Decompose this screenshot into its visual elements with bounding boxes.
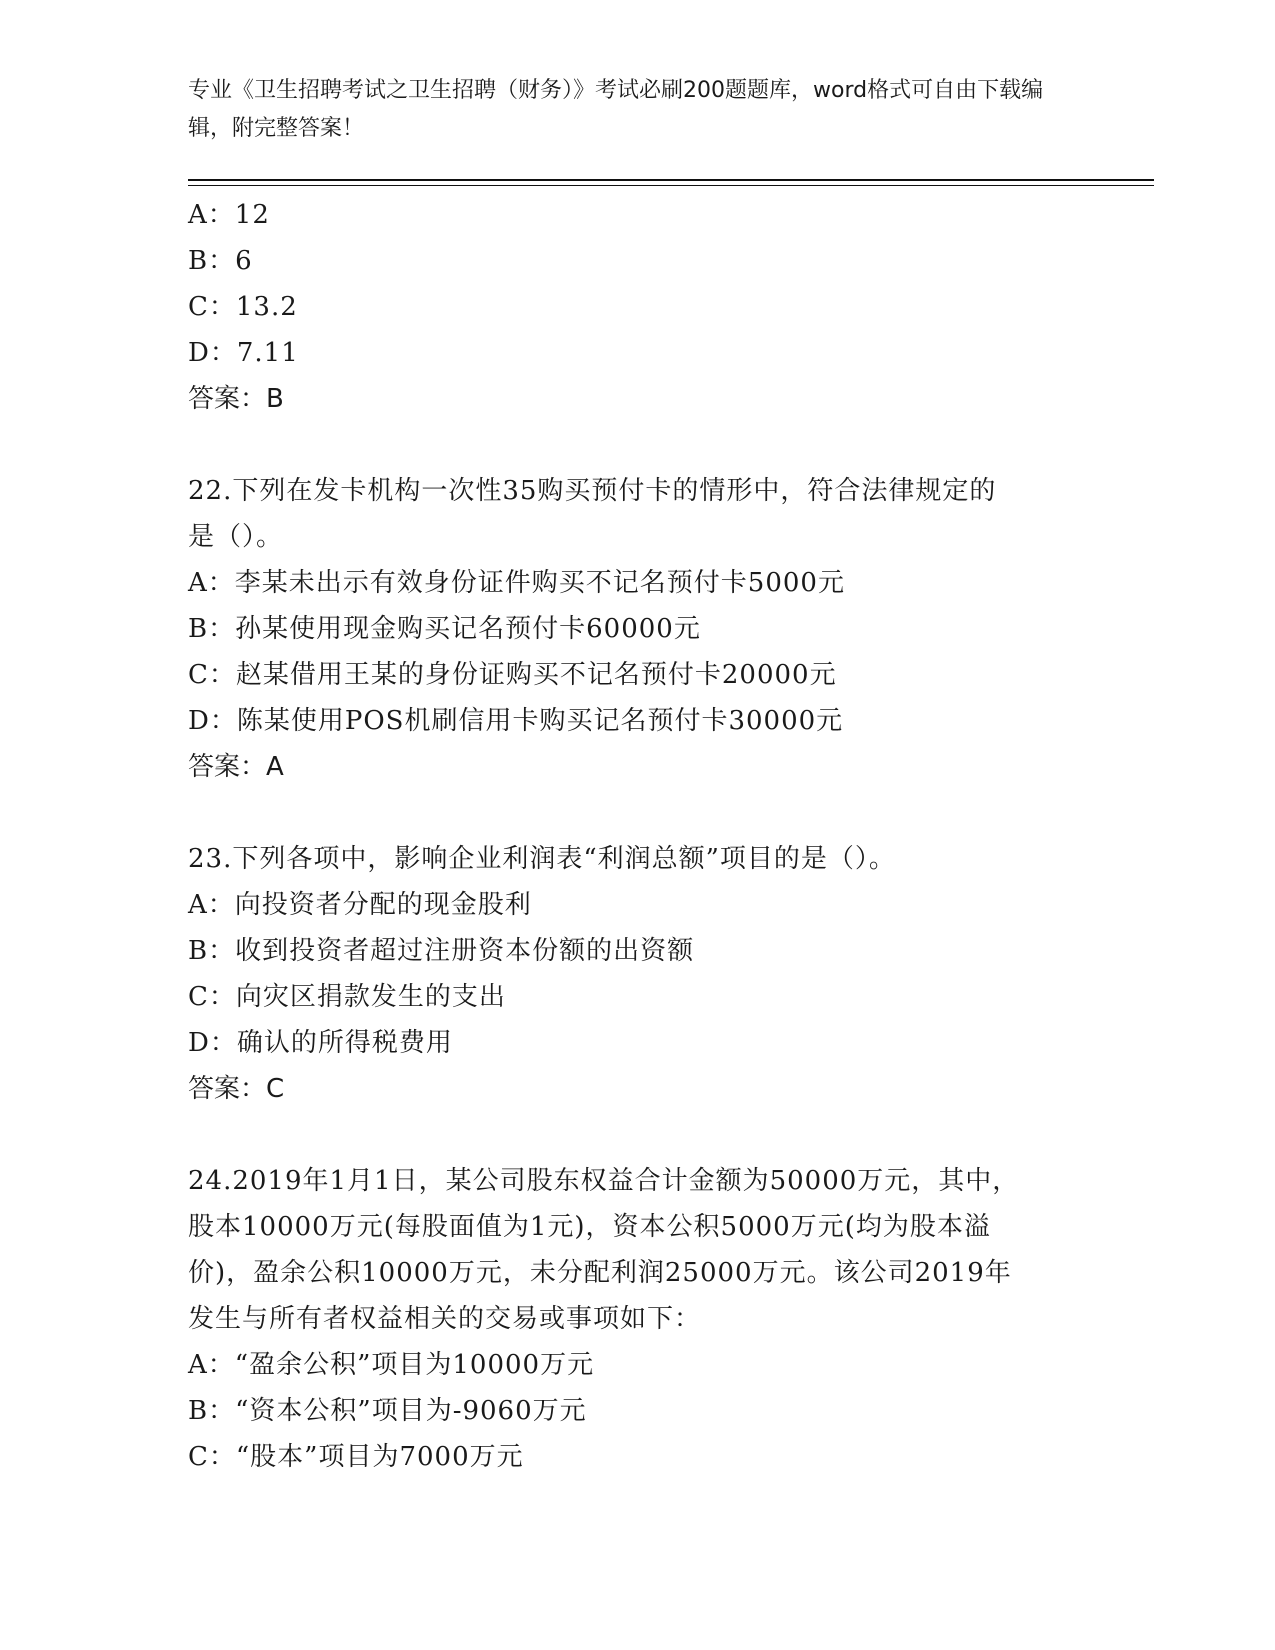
question-24 (188, 1158, 1088, 1480)
question-stem: 发生与所有者权益相关的交易或事项如下： (188, 1304, 702, 1334)
question-content (188, 192, 1088, 1480)
option-b: B：收到投资者超过注册资本份额的出资额 (188, 936, 695, 966)
option-a: A：“盈余公积”项目为10000万元 (188, 1350, 595, 1380)
option-c: C：“股本”项目为7000万元 (188, 1442, 524, 1472)
question-stem: 24.2019年1月1日，某公司股东权益合计金额为50000万元，其中， (188, 1166, 1020, 1196)
option-c: C：赵某借用王某的身份证购买不记名预付卡20000元 (188, 660, 837, 690)
question-22 (188, 468, 1088, 790)
option-d: D：确认的所得税费用 (188, 1028, 453, 1058)
option-a: A：向投资者分配的现金股利 (188, 890, 532, 920)
question-stem: 是（）。 (188, 522, 284, 552)
option-b: B：孙某使用现金购买记名预付卡60000元 (188, 614, 701, 644)
option-c: C：13.2 (188, 292, 298, 322)
answer: 答案：A (188, 752, 284, 782)
option-d: D：7.11 (188, 338, 299, 368)
option-b: B：“资本公积”项目为-9060万元 (188, 1396, 587, 1426)
answer: 答案：B (188, 384, 284, 414)
question-stem: 股本10000万元(每股面值为1元)，资本公积5000万元(均为股本溢 (188, 1212, 991, 1242)
option-c: C：向灾区捐款发生的支出 (188, 982, 506, 1012)
question-stem: 价)，盈余公积10000万元，未分配利润25000万元。该公司2019年 (188, 1258, 1012, 1288)
question-23 (188, 836, 1088, 1112)
question-stem: 23.下列各项中，影响企业利润表“利润总额”项目的是（）。 (188, 844, 896, 874)
option-a: A：李某未出示有效身份证件购买不记名预付卡5000元 (188, 568, 845, 598)
document-header: 专业《卫生招聘考试之卫生招聘（财务）》考试必刷200题题库，word格式可自由下载编辑，附完整答案！ (188, 78, 1044, 141)
header-divider-thin (188, 185, 1154, 186)
answer: 答案：C (188, 1074, 285, 1104)
option-b: B：6 (188, 246, 253, 276)
option-d: D：陈某使用POS机刷信用卡购买记名预付卡30000元 (188, 706, 844, 736)
option-a: A：12 (188, 200, 270, 230)
header-divider (188, 179, 1154, 181)
question-stem: 22.下列在发卡机构一次性35购买预付卡的情形中，符合法律规定的 (188, 476, 997, 506)
question-21 (188, 192, 1088, 422)
